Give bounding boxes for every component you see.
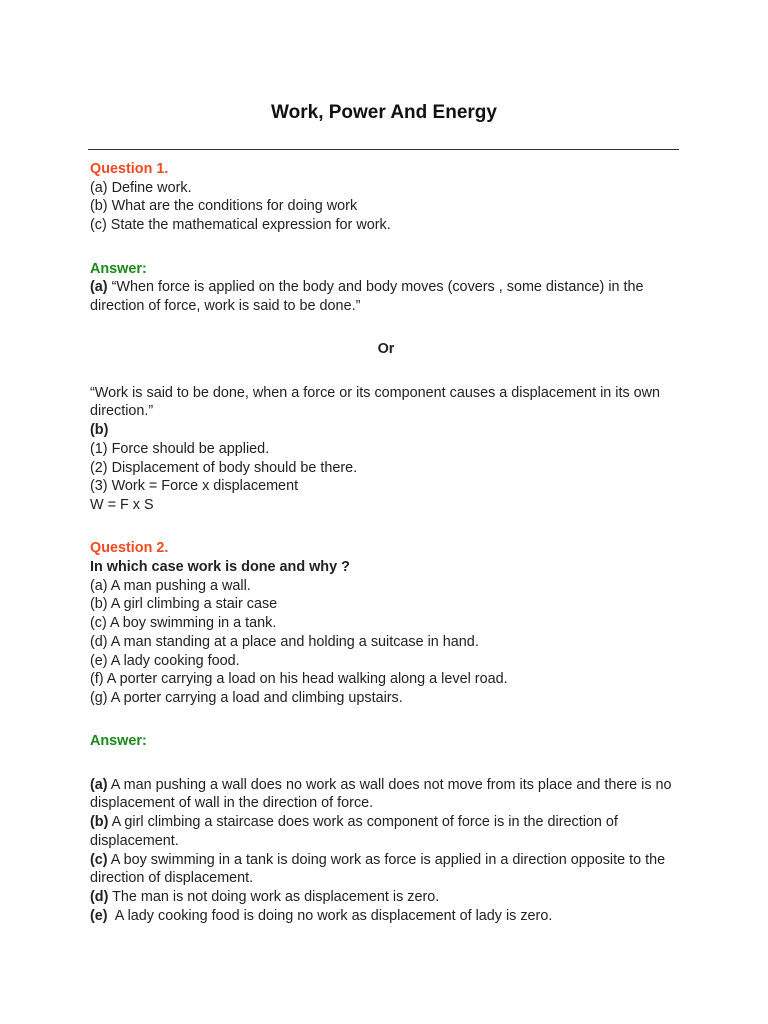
spacer <box>90 751 682 776</box>
title-divider <box>88 149 679 150</box>
document-body <box>90 160 682 925</box>
answer-2-label: Answer: <box>90 733 147 750</box>
answer-2-item <box>90 813 682 850</box>
spacer <box>90 359 682 384</box>
answer-2-item-tag: (d) <box>90 888 109 905</box>
answer-2-item-text: A girl climbing a staircase does work as component of force is in the direction of displacement. <box>90 814 618 849</box>
spacer <box>90 515 682 540</box>
spacer <box>90 708 682 733</box>
answer-2-item-tag: (a) <box>90 776 108 793</box>
answer-2-item <box>90 888 682 907</box>
question-2-item: (a) A man pushing a wall. <box>90 577 251 594</box>
answer-2-item-text: A boy swimming in a tank is doing work as force is applied in a direction opposite to the direction of displacement. <box>90 851 666 887</box>
question-1-part-b: (b) What are the conditions for doing work <box>90 198 358 215</box>
answer-1-alt-definition: “Work is said to be done, when a force or its component causes a displacement in its own direction.” <box>90 384 661 420</box>
answer-2-item <box>90 851 682 888</box>
question-2-item: (f) A porter carrying a load on his head walking along a level road. <box>90 671 508 688</box>
question-2-heading: In which case work is done and why ? <box>90 559 350 575</box>
question-2-item: (e) A lady cooking food. <box>90 652 240 669</box>
question-1-part-a: (a) Define work. <box>90 179 192 196</box>
answer-2-item-text: A lady cooking food is doing no work as displacement of lady is zero. <box>107 907 553 924</box>
question-1-label: Question 1. <box>90 161 169 177</box>
answer-2-item <box>90 776 682 813</box>
answer-1-label: Answer: <box>90 260 147 277</box>
spacer <box>90 235 682 260</box>
question-2-item: (c) A boy swimming in a tank. <box>90 615 277 632</box>
answer-1-condition-2: (2) Displacement of body should be there. <box>90 459 358 476</box>
answer-1-part-a-text: “When force is applied on the body and body moves (covers , some distance) in the direction of force, work is said to be done.” <box>90 279 644 314</box>
page-title: Work, Power And Energy <box>271 102 497 123</box>
answer-2-item <box>90 907 682 926</box>
question-2-item: (g) A porter carrying a load and climbing upstairs. <box>90 689 403 706</box>
answer-2-item-tag: (b) <box>90 814 109 831</box>
answer-1-part-b-tag: (b) <box>90 422 109 439</box>
answer-1-condition-3: (3) Work = Force x displacement <box>90 478 299 495</box>
answer-2-item-text: The man is not doing work as displacement is zero. <box>108 888 440 905</box>
answer-2-item-tag: (c) <box>90 851 108 868</box>
answer-1-condition-1: (1) Force should be applied. <box>90 440 270 457</box>
answer-2-item-tag: (e) <box>90 907 108 924</box>
answer-1-part-a-tag: (a) <box>90 279 108 296</box>
answer-1-formula: W = F x S <box>90 496 154 513</box>
spacer <box>90 316 682 341</box>
question-2-label: Question 2. <box>90 540 169 557</box>
question-1-part-c: (c) State the mathematical expression for work. <box>90 217 391 234</box>
question-2-item: (d) A man standing at a place and holding a suitcase in hand. <box>90 633 479 650</box>
question-2-item: (b) A girl climbing a stair case <box>90 596 278 613</box>
answer-1-part-a <box>90 278 682 315</box>
or-separator: Or <box>377 341 395 358</box>
answer-2-item-text: A man pushing a wall does no work as wall does not move from its place and there is no displacement of wall in the direction of force. <box>90 776 672 812</box>
